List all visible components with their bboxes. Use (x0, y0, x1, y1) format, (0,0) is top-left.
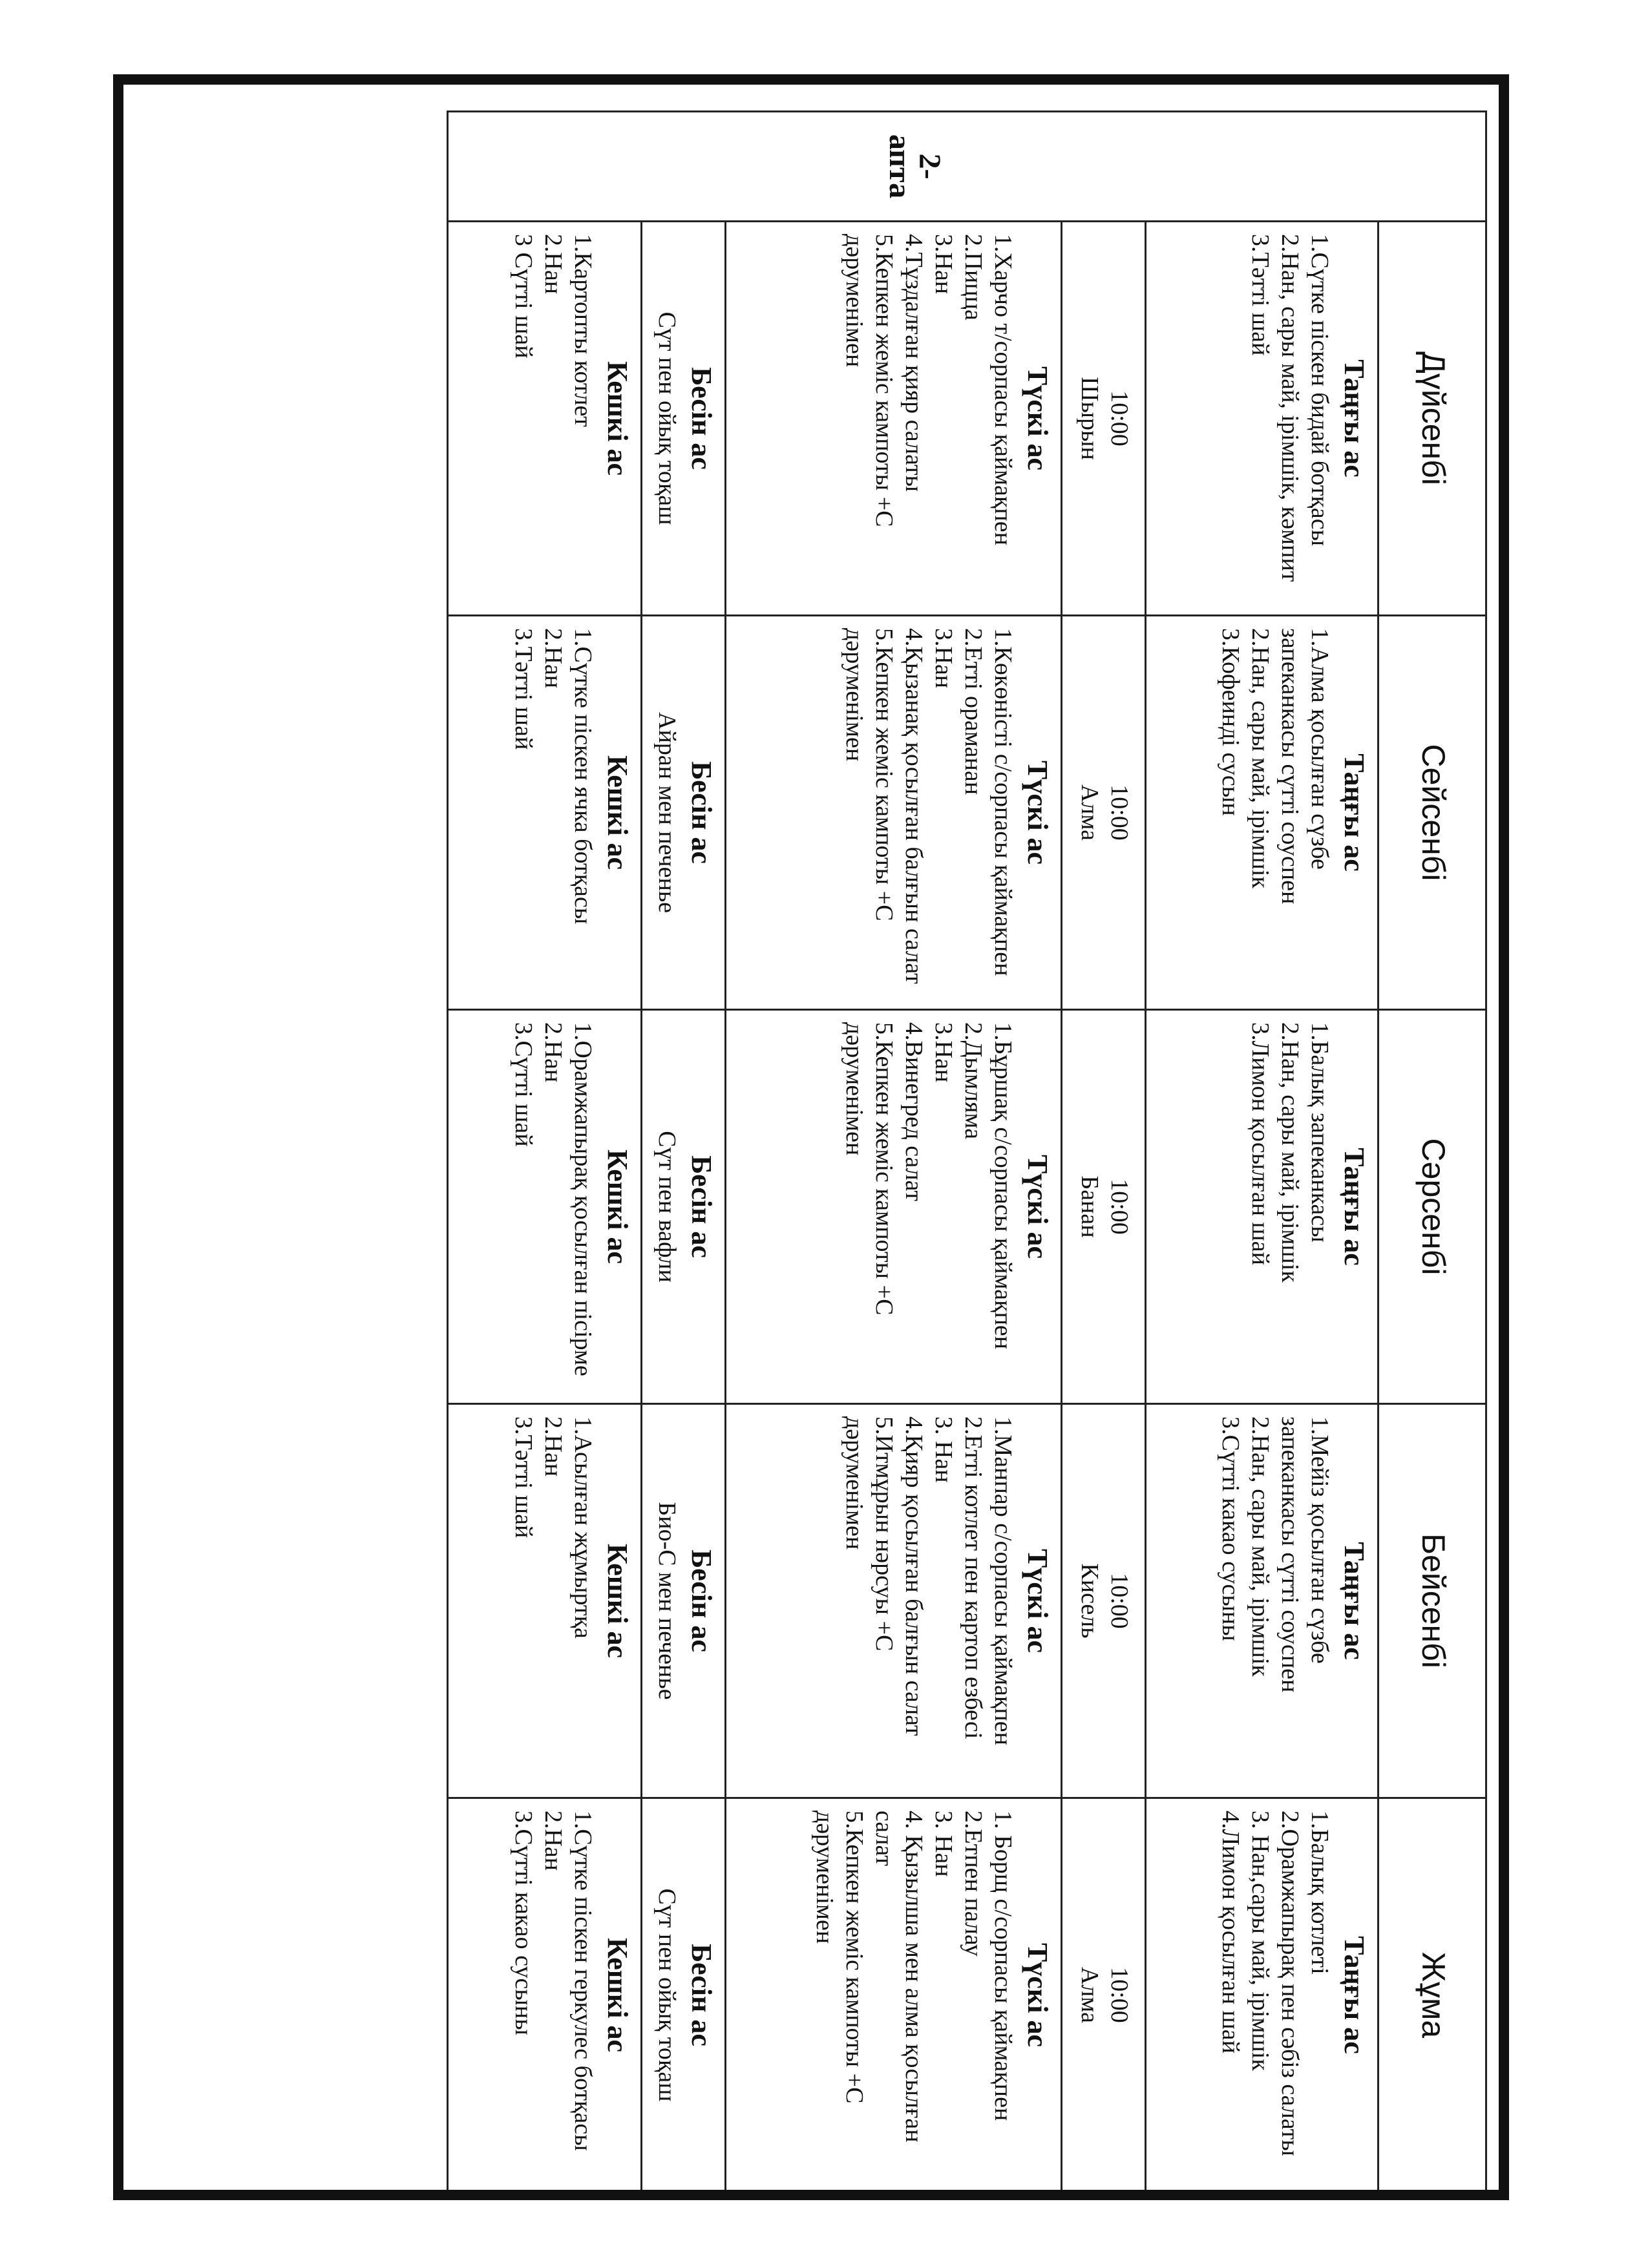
meal-title: Бесін ас (686, 761, 717, 864)
menu-item: 4.Қызанақ қосылған балғын салат (900, 628, 927, 984)
afternoon-cell (642, 1798, 726, 2192)
rotated-page (123, 85, 1499, 2190)
afternoon-row (642, 112, 726, 2201)
snack-time: 10:00 (1106, 1573, 1134, 1629)
dinner-row (448, 112, 642, 2201)
menu-item: Сүт пен вафли (653, 1131, 681, 1283)
menu-item: Айран мен печенье (653, 712, 681, 913)
menu-item: 4.Лимон қосылған шай (1217, 1811, 1244, 2054)
menu-item: 5.Кепкен жеміс кампоты +С дәруменімен (841, 628, 898, 921)
meal-title: Таңғы ас (1338, 1542, 1370, 1660)
document-frame (113, 74, 1509, 2200)
menu-item: 2.Етті ораманан (960, 628, 987, 795)
menu-item: 3.Нан (930, 234, 957, 295)
menu-item: 1.Манпар с/сорпасы қаймақпен (989, 1416, 1017, 1745)
snack-cell (1062, 616, 1146, 1010)
menu-item: 3. Нан,сары май, ірімшік (1247, 1811, 1274, 2071)
snack-time: 10:00 (1106, 1967, 1134, 2023)
dinner-cell (448, 1798, 642, 2192)
dinner-cell (448, 222, 642, 616)
meal-title: Кешкі ас (602, 361, 633, 476)
meal-title: Түскі ас (1022, 761, 1053, 865)
menu-item: 3.Тәтті шай (1247, 234, 1274, 356)
snack-row (1062, 112, 1146, 2201)
menu-item: 5.Кепкен жеміс кампоты +С дәруменімен (811, 1811, 868, 2104)
meal-title: Таңғы ас (1338, 753, 1370, 872)
menu-item: 2.Етпен палау (960, 1811, 987, 1957)
menu-item: 1.Мейіз қосылған сүзбе запеканкасы сүтті соуспен (1276, 1416, 1333, 1693)
menu-item: 2.Нан, сары май, ірімшік (1276, 1022, 1304, 1283)
snack-item: Алма (1076, 784, 1104, 841)
lunch-cell (726, 1010, 1062, 1404)
header-row (1379, 112, 1486, 2201)
menu-item: 3 Сүтті шай (510, 234, 537, 359)
corner-cell (1379, 112, 1486, 222)
day-header-friday: Жұма (1379, 1798, 1486, 2192)
breakfast-row (1146, 112, 1379, 2201)
menu-item: 3.Тәтті шай (510, 1416, 537, 1538)
menu-item: 1. Борщ с/сорпасы қаймақпен (989, 1811, 1017, 2121)
meal-title: Таңғы ас (1338, 359, 1370, 478)
breakfast-cell (1146, 222, 1379, 616)
afternoon-cell (642, 616, 726, 1010)
menu-item: 4.Винегред салат (900, 1022, 927, 1202)
menu-item: 2.Нан, сары май, ірімшік (1247, 1416, 1274, 1677)
menu-item: 2.Нан (540, 628, 567, 689)
snack-item: Алма (1076, 1966, 1104, 2024)
menu-item: 5.Кепкен жеміс кампоты +С дәруменімен (841, 234, 898, 527)
snack-item: Кисель (1076, 1563, 1104, 1639)
snack-time: 10:00 (1106, 1179, 1134, 1235)
menu-item: 1.Бұршақ с/сорпасы қаймақпен (989, 1022, 1017, 1350)
menu-item: 3.Сүтті шай (510, 1022, 537, 1147)
menu-item: 1.Орамжапырақ қосылған пісірме (569, 1022, 597, 1376)
meal-title: Түскі ас (1022, 1155, 1053, 1259)
dinner-cell (448, 1010, 642, 1404)
right-margin-column (448, 2192, 1486, 2201)
breakfast-cell (1146, 1010, 1379, 1404)
afternoon-cell (642, 1404, 726, 1798)
menu-item: 1.Балық запеканкасы (1306, 1022, 1333, 1243)
snack-item: Банан (1076, 1175, 1104, 1238)
menu-item: 4.Қияр қосылған балғын салат (900, 1416, 927, 1736)
menu-item: Сүт пен ойық тоқаш (653, 311, 681, 525)
menu-item: 1.Көкөністі с/сорпасы қаймақпен (989, 628, 1017, 976)
meal-title: Бесін ас (686, 1944, 717, 2046)
meal-title: Түскі ас (1022, 1943, 1053, 2047)
snack-item: Шырын (1076, 377, 1104, 460)
snack-cell (1062, 1404, 1146, 1798)
afternoon-cell (642, 1010, 726, 1404)
menu-item: 1.Харчо т/сорпасы қаймақпен (989, 234, 1017, 545)
menu-item: Био-С мен печенье (653, 1502, 681, 1700)
menu-item: 2.Етті котлет пен картоп езбесі (960, 1416, 987, 1739)
snack-cell (1062, 222, 1146, 616)
snack-cell (1062, 1798, 1146, 2192)
breakfast-cell (1146, 1404, 1379, 1798)
menu-item: Сүт пен ойық тоқаш (653, 1888, 681, 2102)
week-label: 2-апта (448, 112, 1379, 222)
snack-cell (1062, 1010, 1146, 1404)
menu-item: 3. Нан (930, 1416, 957, 1483)
menu-item: 2.Пицца (960, 234, 987, 320)
menu-item: 3.Сүтті какао сусыны (510, 1811, 537, 2035)
menu-item: 2.Нан, сары май, ірімшік (1247, 628, 1274, 888)
day-header-monday: Дүйсенбі (1379, 222, 1486, 616)
menu-item: 1.Сүтке піскен ячка ботқасы (569, 628, 597, 925)
lunch-cell (726, 1404, 1062, 1798)
meal-title: Кешкі ас (602, 755, 633, 870)
menu-item: 1.Балық котлеті (1306, 1811, 1333, 1975)
breakfast-cell (1146, 1798, 1379, 2192)
menu-item: 1.Асылған жұмыртқа (569, 1416, 597, 1639)
menu-item: 4.Тұздалған қияр салаты (900, 234, 927, 492)
meal-title: Кешкі ас (602, 1149, 633, 1264)
day-header-thursday: Бейсенбі (1379, 1404, 1486, 1798)
menu-item: 5.Кепкен жеміс кампоты +С дәруменімен (841, 1022, 898, 1316)
meal-title: Бесін ас (686, 367, 717, 470)
menu-item: 2.Нан (540, 1416, 567, 1477)
menu-item: 3.Кофеинді сусын (1217, 628, 1244, 816)
meal-title: Бесін ас (686, 1155, 717, 1258)
menu-item: 4. Қызылша мен алма қосылған салат (871, 1811, 927, 2143)
meal-title: Кешкі ас (602, 1937, 633, 2052)
lunch-cell (726, 222, 1062, 616)
menu-item: 2.Нан, сары май, ірімшік, кәмпит (1276, 234, 1304, 582)
meal-title: Кешкі ас (602, 1543, 633, 1658)
menu-item: 3.Нан (930, 1022, 957, 1083)
day-header-tuesday: Сейсенбі (1379, 616, 1486, 1010)
menu-item: 5.Итмұрын нәрсуы +С дәруменімен (841, 1416, 898, 1652)
menu-item: 1.Сүтке піскен бидай ботқасы (1306, 234, 1333, 547)
snack-time: 10:00 (1106, 390, 1134, 446)
menu-item: 3.Сүтті какао сусыны (1217, 1416, 1244, 1641)
menu-item: 1.Сүтке піскен геркулес ботқасы (569, 1811, 597, 2151)
menu-item: 3.Тәтті шай (510, 628, 537, 750)
snack-time: 10:00 (1106, 784, 1134, 841)
dinner-cell (448, 616, 642, 1010)
menu-item: 2.Орамжапырақ пен сәбіз салаты (1276, 1811, 1304, 2156)
meal-title: Таңғы ас (1338, 1936, 1370, 2054)
weekly-menu-table (447, 110, 1487, 2200)
dinner-cell (448, 1404, 642, 1798)
menu-item: 2.Нан (540, 1811, 567, 1871)
menu-item: 3.Нан (930, 628, 957, 689)
menu-item: 1.Картопты котлет (569, 234, 597, 427)
day-header-wednesday: Сәрсенбі (1379, 1010, 1486, 1404)
meal-title: Бесін ас (686, 1549, 717, 1652)
menu-item: 2.Дымляма (960, 1022, 987, 1140)
menu-item: 3. Нан (930, 1811, 957, 1877)
menu-item: 3.Лимон қосылған шай (1247, 1022, 1274, 1266)
meal-title: Таңғы ас (1338, 1148, 1370, 1266)
lunch-cell (726, 616, 1062, 1010)
afternoon-cell (642, 222, 726, 616)
breakfast-cell (1146, 616, 1379, 1010)
menu-item: 1.Алма қосылған сүзбе запеканкасы сүтті соуспен (1276, 628, 1333, 905)
meal-title: Түскі ас (1022, 366, 1053, 470)
menu-item: 2.Нан (540, 1022, 567, 1083)
menu-item: 2.Нан (540, 234, 567, 295)
lunch-row (726, 112, 1062, 2201)
lunch-cell (726, 1798, 1062, 2192)
meal-title: Түскі ас (1022, 1549, 1053, 1653)
